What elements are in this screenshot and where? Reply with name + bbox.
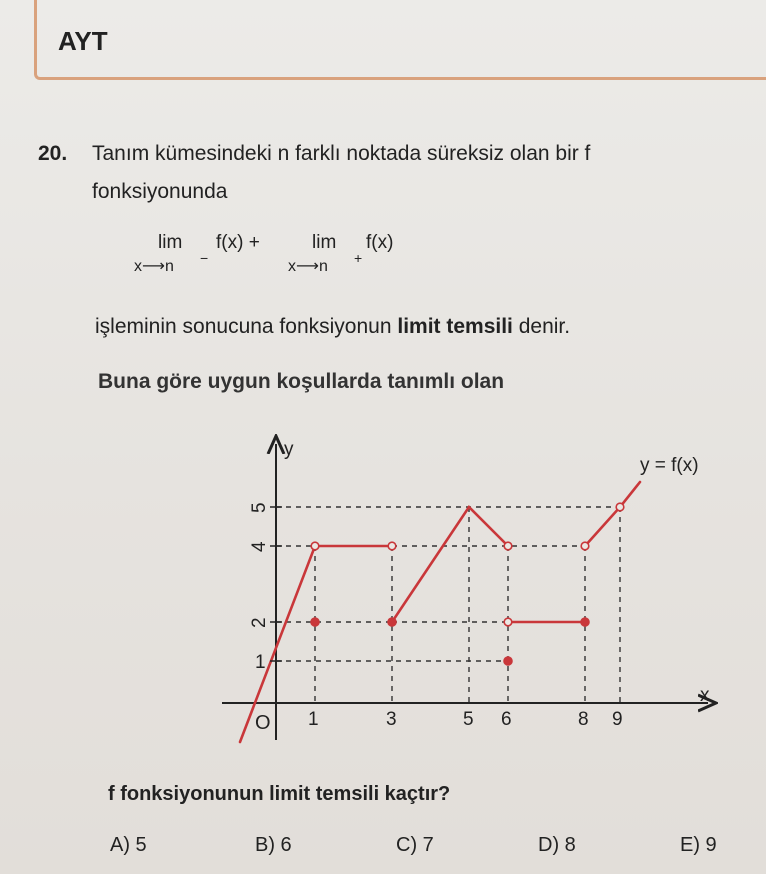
open-point	[504, 542, 512, 550]
lim-left-sub: x⟶n	[134, 258, 174, 275]
subject-title: AYT	[58, 26, 108, 56]
x-tick: 3	[386, 709, 397, 730]
question-prompt: f fonksiyonunun limit temsili kaçtır?	[108, 783, 451, 805]
question-line-2: fonksiyonunda	[92, 180, 228, 203]
lim-left-sup: −	[200, 250, 209, 266]
lim-left-fn: f(x) +	[216, 232, 260, 253]
line3-post: denir.	[512, 315, 571, 338]
line3-bold: limit temsili	[397, 315, 513, 338]
open-point	[581, 542, 589, 550]
lim-right-sub: x⟶n	[288, 258, 328, 275]
curve-points	[311, 503, 624, 665]
x-tick: 1	[308, 709, 319, 730]
choice-d[interactable]: D) 8	[538, 834, 576, 856]
x-tick: 6	[501, 709, 512, 730]
x-tick: 9	[612, 709, 623, 730]
filled-point	[504, 657, 512, 665]
open-point	[616, 503, 624, 511]
y-tick: 1	[255, 652, 266, 673]
y-tick: 4	[249, 541, 270, 552]
x-tick-labels	[308, 709, 623, 730]
x-tick: 8	[578, 709, 589, 730]
x-axis-label: x	[700, 685, 710, 706]
lim-right-sup: +	[354, 250, 363, 266]
open-point	[388, 542, 396, 550]
choice-e[interactable]: E) 9	[680, 834, 717, 856]
question-number: 20.	[38, 142, 68, 165]
y-tick: 2	[249, 617, 270, 628]
open-point	[311, 542, 319, 550]
choice-b[interactable]: B) 6	[255, 834, 292, 856]
filled-point	[388, 618, 396, 626]
open-point	[504, 618, 512, 626]
lim-right-word: lim	[312, 232, 337, 253]
line3-pre: işleminin sonucuna fonksiyonun	[95, 315, 398, 338]
question-line-1: Tanım kümesindeki n farklı noktada süreksiz olan bir f	[92, 142, 591, 165]
question-line-4: Buna göre uygun koşullarda tanımlı olan	[98, 370, 505, 393]
y-tick-labels	[249, 502, 270, 673]
choice-c[interactable]: C) 7	[396, 834, 434, 856]
lim-left-word: lim	[158, 232, 183, 253]
x-tick: 5	[463, 709, 474, 730]
filled-point	[311, 618, 319, 626]
y-tick: 5	[249, 502, 270, 513]
origin-label: O	[255, 712, 271, 734]
lim-right-fn: f(x)	[366, 232, 394, 253]
function-label: y = f(x)	[640, 455, 699, 476]
filled-point	[581, 618, 589, 626]
y-axis-label: y	[284, 439, 294, 460]
choice-a[interactable]: A) 5	[110, 834, 147, 856]
